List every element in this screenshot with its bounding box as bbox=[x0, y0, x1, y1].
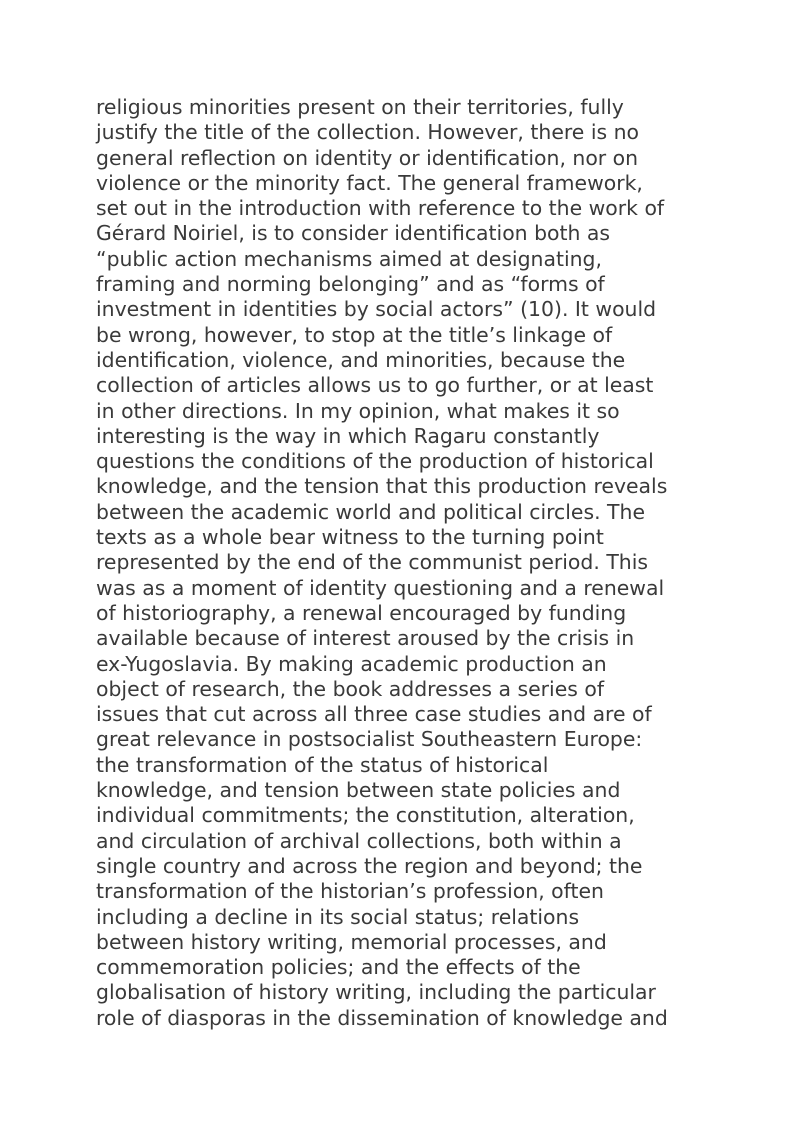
text-line: knowledge, and tension between state policies and bbox=[96, 778, 621, 803]
text-line: “public action mechanisms aimed at designating, bbox=[96, 246, 602, 271]
text-line: and circulation of archival collections, both within a bbox=[96, 828, 622, 853]
text-line: collection of articles allows us to go further, or at least bbox=[96, 373, 654, 398]
text-line: great relevance in postsocialist Southeastern Europe: bbox=[96, 727, 643, 752]
text-line: of historiography, a renewal encouraged by funding bbox=[96, 600, 627, 625]
text-line: general reflection on identity or identification, nor on bbox=[96, 145, 639, 170]
text-line: identification, violence, and minorities, because the bbox=[96, 347, 626, 372]
text-line: single country and across the region and beyond; the bbox=[96, 853, 643, 878]
text-line: role of diasporas in the dissemination of knowledge and bbox=[96, 1005, 668, 1030]
text-line: knowledge, and the tension that this production reveals bbox=[96, 474, 668, 499]
text-line: texts as a whole bear witness to the turning point bbox=[96, 525, 604, 550]
text-line: was as a moment of identity questioning and a renewal bbox=[96, 575, 665, 600]
text-line: religious minorities present on their territories, fully bbox=[96, 95, 624, 119]
text-line: interesting is the way in which Ragaru constantly bbox=[96, 423, 600, 448]
text-line: between the academic world and political circles. The bbox=[96, 499, 645, 524]
text-line: object of research, the book addresses a series of bbox=[96, 676, 605, 701]
text-line: framing and norming belonging” and as “forms of bbox=[96, 272, 605, 297]
text-line: including a decline in its social status; relations bbox=[96, 904, 580, 929]
text-line: questions the conditions of the production of historical bbox=[96, 449, 654, 474]
text-line: violence or the minority fact. The general framework, bbox=[96, 170, 643, 195]
text-line: set out in the introduction with reference to the work of bbox=[96, 196, 665, 221]
text-line: issues that cut across all three case studies and are of bbox=[96, 702, 652, 727]
text-line: investment in identities by social actors” (10). It would bbox=[96, 297, 657, 322]
text-line: commemoration policies; and the effects of the bbox=[96, 955, 581, 980]
text-line: represented by the end of the communist period. This bbox=[96, 550, 648, 575]
text-line: the transformation of the status of historical bbox=[96, 752, 549, 777]
body-paragraph bbox=[96, 95, 716, 1031]
text-line: ex-Yugoslavia. By making academic production an bbox=[96, 651, 607, 676]
text-line: transformation of the historian’s profession, often bbox=[96, 879, 604, 904]
text-line: individual commitments; the constitution, alteration, bbox=[96, 803, 635, 828]
text-line: Gérard Noiriel, is to consider identification both as bbox=[96, 221, 611, 246]
text-line: justify the title of the collection. However, there is no bbox=[96, 120, 639, 145]
text-line: be wrong, however, to stop at the title’s linkage of bbox=[96, 322, 613, 347]
text-line: available because of interest aroused by the crisis in bbox=[96, 626, 635, 651]
text-line: between history writing, memorial processes, and bbox=[96, 929, 607, 954]
text-line: globalisation of history writing, including the particular bbox=[96, 980, 656, 1005]
text-line: in other directions. In my opinion, what makes it so bbox=[96, 398, 620, 423]
